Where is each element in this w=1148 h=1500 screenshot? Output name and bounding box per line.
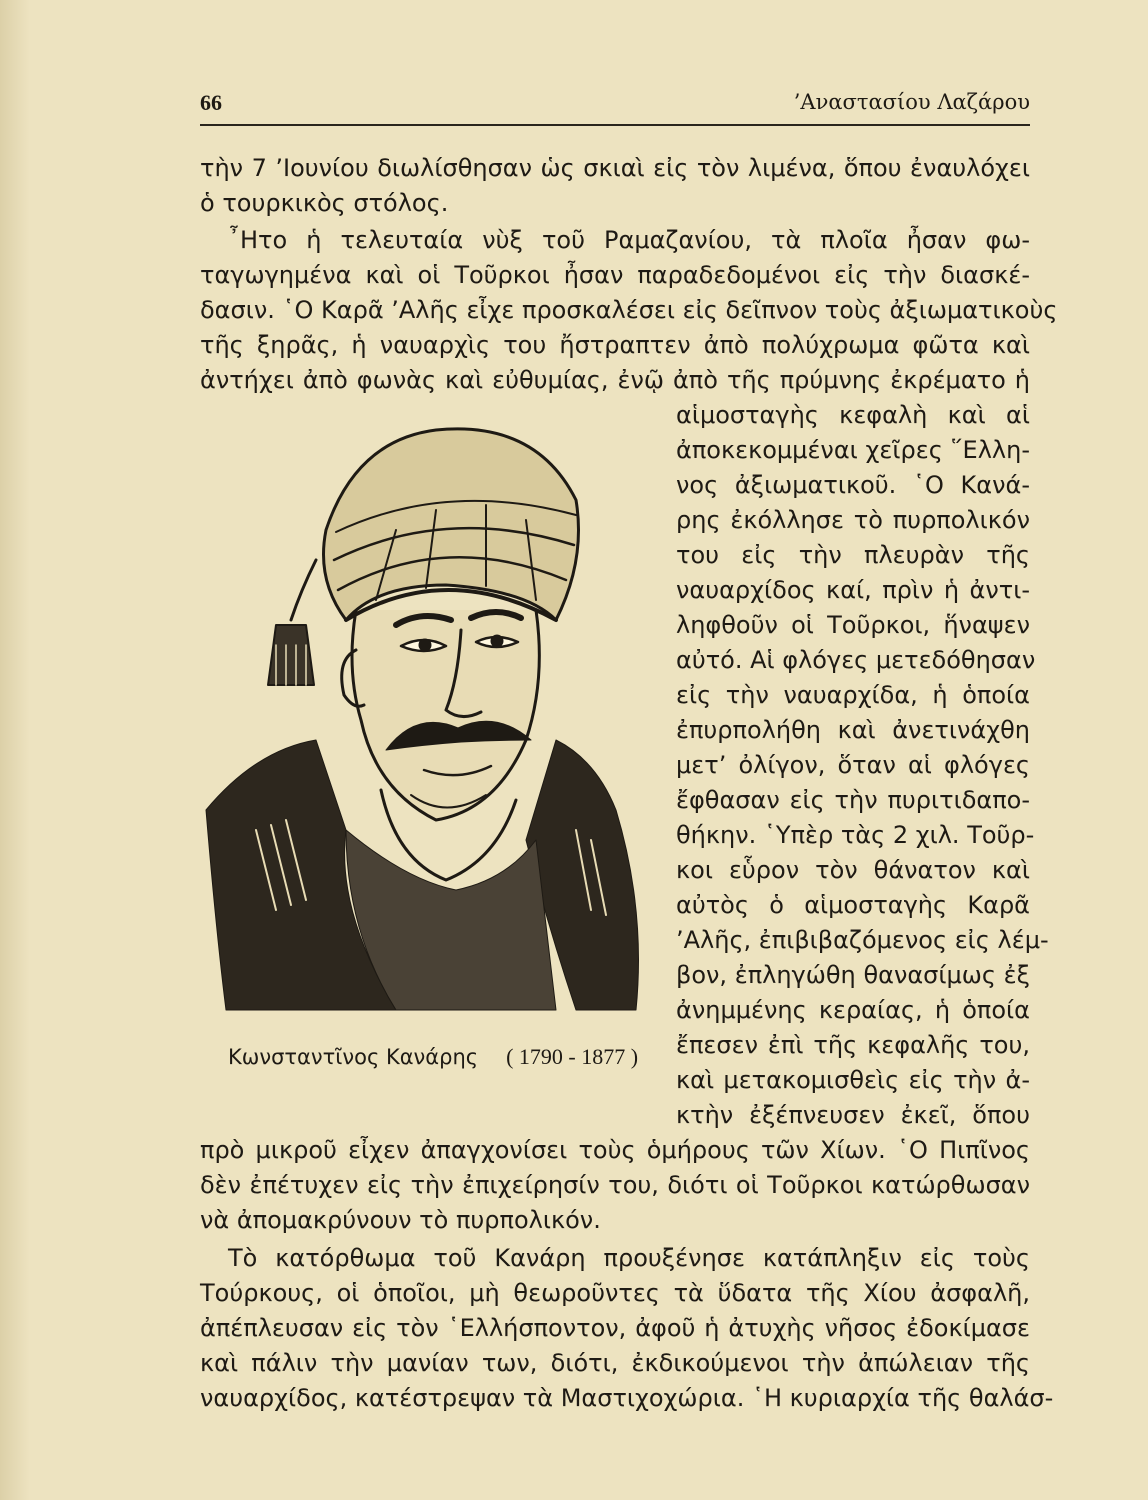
text-line: καὶ πάλιν τὴν μανίαν των, διότι, ἐκδικούμενοι τὴν ἀπώλειαν τῆς [200, 1349, 1030, 1377]
portrait-engraving [196, 410, 648, 1022]
column-line: ’Αλῆς, ἐπιβιβαζόμενος εἰς λέμ- [676, 926, 1049, 954]
caption-dates: ( 1790 - 1877 ) [506, 1044, 639, 1069]
text-line: ἀντήχει ἀπὸ φωνὰς καὶ εὐθυμίας, ἐνῷ ἀπὸ τῆς πρύμνης ἐκρέματο ἡ [200, 366, 1030, 394]
caption-name: Κωνσταντῖνος Κανάρης [228, 1045, 479, 1069]
text-line: ὁ τουρκικὸς στόλος. [200, 189, 449, 217]
text-line: νὰ ἀπομακρύνουν τὸ πυρπολικόν. [200, 1206, 601, 1234]
column-line: αὐτό. Αἱ φλόγες μετεδόθησαν [676, 646, 1036, 674]
text-line: δασιν. ῾Ο Καρᾶ ’Αλῆς εἶχε προσκαλέσει εἰς δεῖπνον τοὺς ἀξιωματικοὺς [200, 296, 1058, 324]
page-header [200, 84, 1030, 126]
column-line: ρης ἐκόλλησε τὸ πυρπολικόν [676, 506, 1030, 534]
text-line: ναυαρχίδος, κατέστρεψαν τὰ Μαστιχοχώρια. ῾Η κυριαρχία τῆς θαλάσ- [200, 1384, 1054, 1412]
column-line: κοι εὗρον τὸν θάνατον καὶ [676, 856, 1030, 884]
column-line: του εἰς τὴν πλευρὰν τῆς [676, 541, 1030, 569]
page-edge [0, 0, 30, 1500]
text-line: τῆς ξηρᾶς, ἡ ναυαρχὶς του ἤστραπτεν ἀπὸ πολύχρωμα φῶτα καὶ [200, 331, 1030, 359]
column-line: ἀνημμένης κεραίας, ἡ ὁποία [676, 996, 1030, 1024]
column-line: αὐτὸς ὁ αἱμοσταγὴς Καρᾶ [676, 891, 1030, 919]
column-line: ναυαρχίδος καί, πρὶν ἡ ἀντι- [676, 576, 1030, 604]
column-line: μετ’ ὀλίγον, ὅταν αἱ φλόγες [676, 751, 1030, 779]
column-line: βον, ἐπληγώθη θανασίμως ἐξ [676, 961, 1030, 989]
column-line: θήκην. ῾Υπὲρ τὰς 2 χιλ. Τοῦρ- [676, 821, 1035, 849]
column-line: ἀποκεκομμέναι χεῖρες ῞Ελλη- [676, 436, 1030, 464]
column-line: ἔπεσεν ἐπὶ τῆς κεφαλῆς του, [676, 1031, 1030, 1059]
column-line: εἰς τὴν ναυαρχίδα, ἡ ὁποία [676, 681, 1030, 709]
text-line: Τούρκους, οἱ ὁποῖοι, μὴ θεωροῦντες τὰ ὕδατα τῆς Χίου ἀσφαλῆ, [200, 1279, 1030, 1307]
text-line: τὴν 7 ’Ιουνίου διωλίσθησαν ὡς σκιαὶ εἰς τὸν λιμένα, ὅπου ἐναυλόχει [200, 154, 1030, 182]
column-line: ἔφθασαν εἰς τὴν πυριτιδαπο- [676, 786, 1030, 814]
page-number: 66 [200, 90, 222, 115]
portrait-caption [228, 1044, 638, 1070]
running-head: ’Αναστασίου Λαζάρου [793, 90, 1030, 114]
column-line: καὶ μετακομισθεὶς εἰς τὴν ἀ- [676, 1066, 1030, 1094]
column-line: ἐπυρπολήθη καὶ ἀνετινάχθη [676, 716, 1030, 744]
column-line: νος ἀξιωματικοῦ. ῾Ο Κανά- [676, 471, 1030, 499]
text-line: ἀπέπλευσαν εἰς τὸν ῾Ελλήσποντον, ἀφοῦ ἡ ἀτυχὴς νῆσος ἐδοκίμασε [200, 1314, 1030, 1342]
text-line: δὲν ἐπέτυχεν εἰς τὴν ἐπιχείρησίν του, διότι οἱ Τοῦρκοι κατώρθωσαν [200, 1171, 1030, 1199]
text-line: ῏Ητο ἡ τελευταία νὺξ τοῦ Ραμαζανίου, τὰ πλοῖα ἦσαν φω- [228, 226, 1030, 254]
column-line: αἱμοσταγὴς κεφαλὴ καὶ αἱ [676, 401, 1030, 429]
column-line: ληφθοῦν οἱ Τοῦρκοι, ἥναψεν [676, 611, 1030, 639]
column-line: κτὴν ἐξέπνευσεν ἐκεῖ, ὅπου [676, 1101, 1030, 1129]
text-line: Τὸ κατόρθωμα τοῦ Κανάρη προυξένησε κατάπληξιν εἰς τοὺς [228, 1244, 1030, 1272]
text-line: πρὸ μικροῦ εἶχεν ἀπαγχονίσει τοὺς ὁμήρους τῶν Χίων. ῾Ο Πιπῖνος [200, 1136, 1030, 1164]
text-line: ταγωγημένα καὶ οἱ Τοῦρκοι ἦσαν παραδεδομένοι εἰς τὴν διασκέ- [200, 261, 1030, 289]
